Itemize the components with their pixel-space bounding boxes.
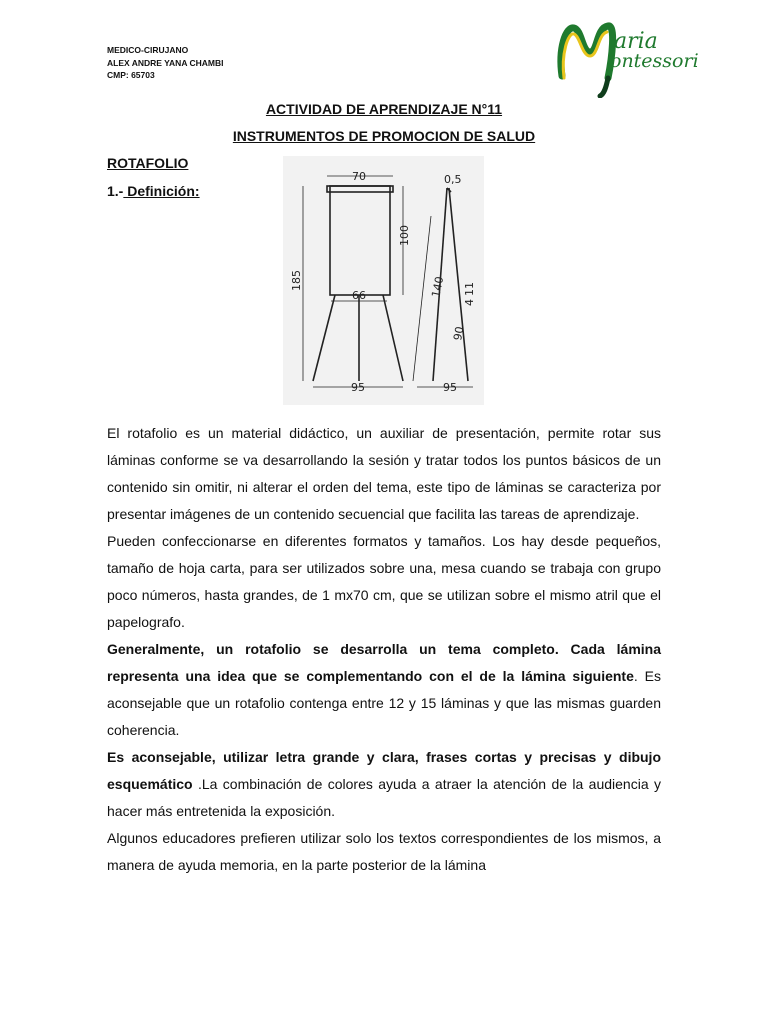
- paragraph-3-rest: . Es aconsejable que un rotafolio contenga entre 12 y 15 láminas y que las mismas guarden coherencia.: [107, 668, 661, 738]
- paragraph-3: [107, 636, 661, 744]
- maria-montessori-logo: [552, 18, 712, 98]
- dim-leg: 140: [429, 275, 447, 299]
- dim-total-height: 185: [290, 270, 303, 291]
- dim-thickness: 0,5: [444, 173, 462, 186]
- author-name: ALEX ANDRE YANA CHAMBI: [107, 57, 224, 68]
- logo-text-bottom: ontessori: [610, 50, 699, 72]
- definition-number: 1.-: [107, 183, 124, 199]
- paragraph-4-rest: .La combinación de colores ayuda a atraer la atención de la audiencia y hacer más entretenida la exposición.: [107, 776, 661, 819]
- dim-inner: 66: [352, 289, 366, 302]
- body-text: [107, 420, 661, 879]
- dim-board-height: 100: [398, 225, 411, 246]
- paragraph-3-bold: Generalmente, un rotafolio se desarrolla un tema completo. Cada lámina representa una idea que se complementando con el de la lámina siguiente: [107, 641, 661, 684]
- author-profession: MEDICO-CIRUJANO: [107, 45, 189, 55]
- dim-side: 4: [463, 299, 476, 306]
- subject-title: INSTRUMENTOS DE PROMOCION DE SALUD: [232, 128, 536, 144]
- definition-label: Definición:: [123, 183, 200, 199]
- definition-heading: [107, 183, 200, 199]
- paragraph-2: Pueden confeccionarse en diferentes formatos y tamaños. Los hay desde pequeños, tamaño de hoja carta, para ser utilizados sobre una, mesa cuando se trabaja con grupo poco números, hasta grandes, de 1 mx70 cm, que se utilizan sobre el mismo atril que el papelografo.: [107, 533, 661, 630]
- activity-title: ACTIVIDAD DE APRENDIZAJE N°11: [265, 101, 503, 117]
- logo-text-top: aria: [614, 29, 658, 54]
- dim-lower: 90: [451, 325, 467, 342]
- paragraph-4-bold: Es aconsejable, utilizar letra grande y clara, frases cortas y precisas y dibujo esquemático: [107, 749, 661, 792]
- rotafolio-diagram: [283, 156, 484, 405]
- dim-base-side: 95: [443, 381, 457, 394]
- paragraph-4: [107, 744, 661, 825]
- author-info: [107, 44, 224, 82]
- paragraph-1: El rotafolio es un material didáctico, un auxiliar de presentación, permite rotar sus láminas conforme se va desarrollando la sesión y tratar todos los puntos básicos de un contenido sin omitir, ni alterar el orden del tema, este tipo de láminas se caracteriza por presentar imágenes de un contenido secuencial que facilita las tareas de aprendizaje.: [107, 425, 661, 522]
- dim-side2: 11: [463, 282, 476, 296]
- author-cmp: CMP: 65703: [107, 70, 155, 80]
- dim-width: 70: [352, 170, 366, 183]
- paragraph-5: Algunos educadores prefieren utilizar solo los textos correspondientes de los mismos, a manera de ayuda memoria, en la parte posterior de la lámina: [107, 830, 661, 873]
- dim-base-front: 95: [351, 381, 365, 394]
- section-rotafolio-heading: ROTAFOLIO: [107, 155, 189, 171]
